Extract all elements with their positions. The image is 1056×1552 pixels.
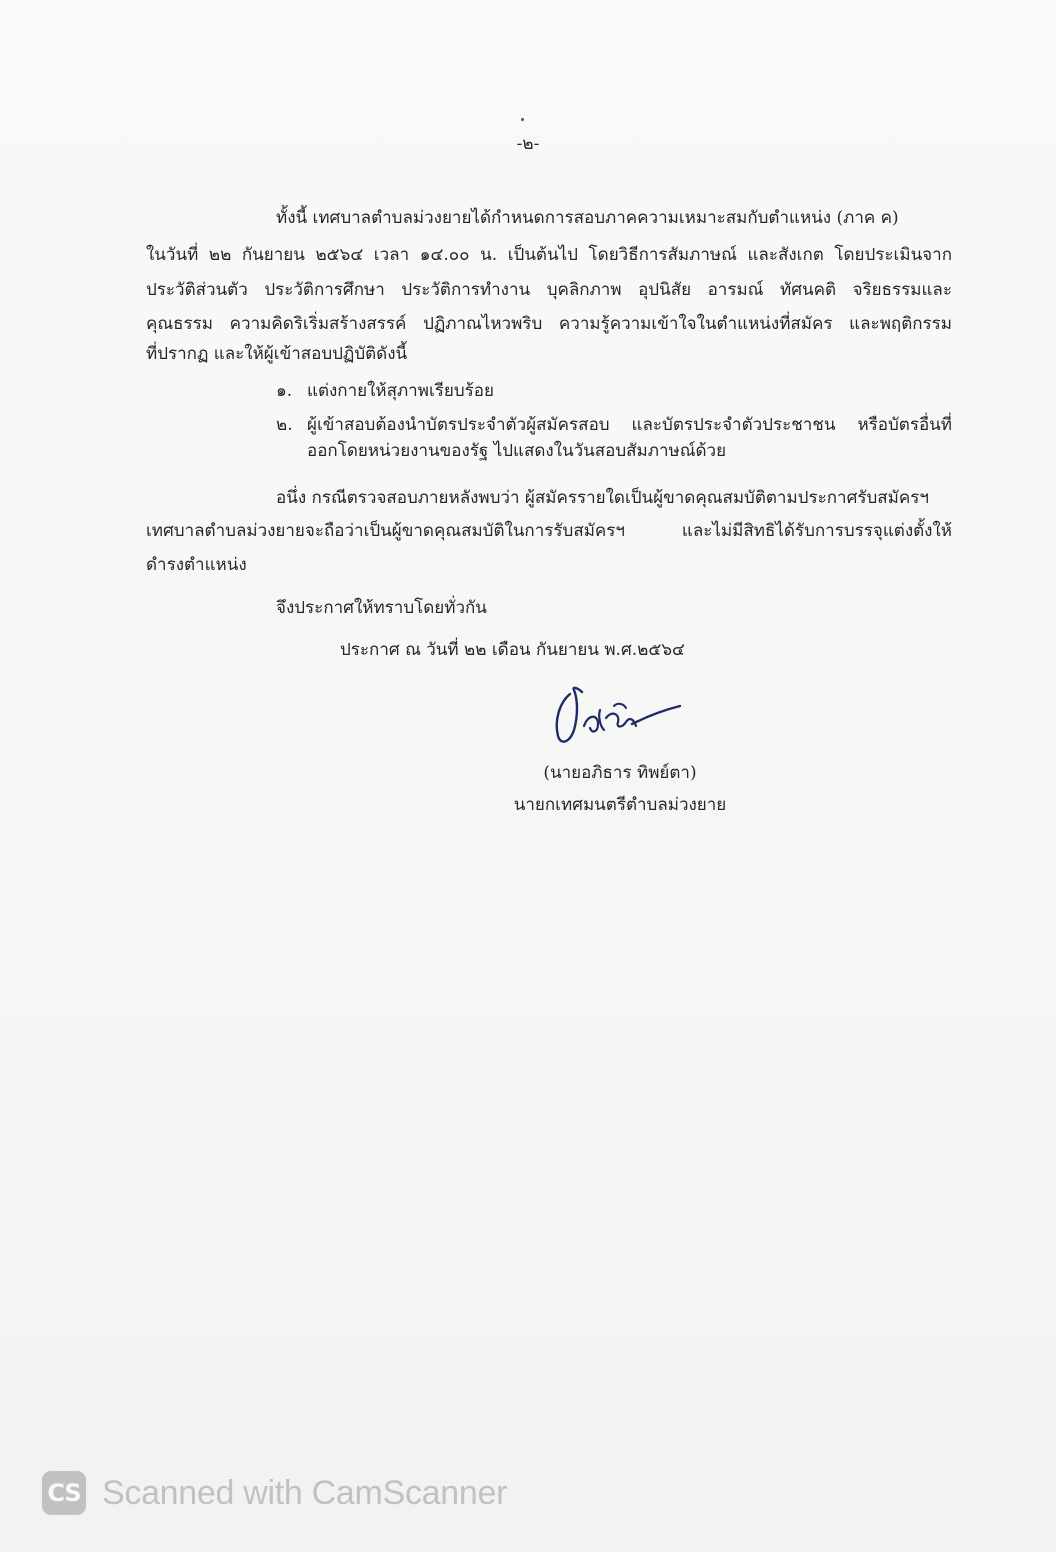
paragraph2-line2: เทศบาลตำบลม่วงยายจะถือว่าเป็นผู้ขาดคุณสมบัติในการรับสมัครฯ และไม่มีสิทธิได้รับการบรรจุแต่งตั้งให้	[146, 521, 952, 541]
list-item-2-text-line2: ออกโดยหน่วยงานของรัฐ ไปแสดงในวันสอบสัมภาษณ์ด้วย	[307, 441, 727, 461]
paragraph1-line2: ในวันที่ ๒๒ กันยายน ๒๕๖๔ เวลา ๑๔.๐๐ น. เป็นต้นไป โดยวิธีการสัมภาษณ์ และสังเกต โดยประเมินจาก	[146, 245, 952, 265]
camscanner-logo-icon: CS	[42, 1471, 86, 1515]
signature-image	[548, 680, 688, 752]
closing-statement: จึงประกาศให้ทราบโดยทั่วกัน	[276, 598, 487, 618]
paragraph1-line5: ที่ปรากฏ และให้ผู้เข้าสอบปฏิบัติดังนี้	[146, 344, 408, 364]
camscanner-watermark-text: Scanned with CamScanner	[102, 1473, 508, 1512]
list-item-1-number: ๑.	[276, 381, 293, 401]
signer-position: นายกเทศมนตรีตำบลม่วงยาย	[513, 795, 727, 815]
signer-name: (นายอภิธาร ทิพย์ตา)	[543, 763, 697, 783]
camscanner-watermark	[42, 1468, 507, 1518]
scan-speck	[521, 118, 524, 121]
paragraph1-line1: ทั้งนี้ เทศบาลตำบลม่วงยายได้กำหนดการสอบภาคความเหมาะสมกับตำแหน่ง (ภาค ค)	[276, 208, 899, 228]
paragraph1-line4: คุณธรรม ความคิดริเริ่มสร้างสรรค์ ปฏิภาณไหวพริบ ความรู้ความเข้าใจในตำแหน่งที่สมัคร และพฤติกรรม	[146, 314, 952, 334]
paragraph2-line3: ดำรงตำแหน่ง	[146, 555, 247, 575]
announcement-date: ประกาศ ณ วันที่ ๒๒ เดือน กันยายน พ.ศ.๒๕๖๔	[340, 640, 685, 660]
page-number: -๒-	[516, 134, 540, 154]
list-item-2-text-line1: ผู้เข้าสอบต้องนำบัตรประจำตัวผู้สมัครสอบ และบัตรประจำตัวประชาชน หรือบัตรอื่นที่	[307, 415, 952, 435]
paragraph1-line3: ประวัติส่วนตัว ประวัติการศึกษา ประวัติการทำงาน บุคลิกภาพ อุปนิสัย อารมณ์ ทัศนคติ จริยธรรมและ	[146, 280, 952, 300]
list-item-1-text: แต่งกายให้สุภาพเรียบร้อย	[307, 381, 494, 401]
list-item-2-number: ๒.	[276, 415, 293, 435]
paragraph2-line1: อนึ่ง กรณีตรวจสอบภายหลังพบว่า ผู้สมัครรายใดเป็นผู้ขาดคุณสมบัติตามประกาศรับสมัครฯ	[276, 488, 929, 508]
